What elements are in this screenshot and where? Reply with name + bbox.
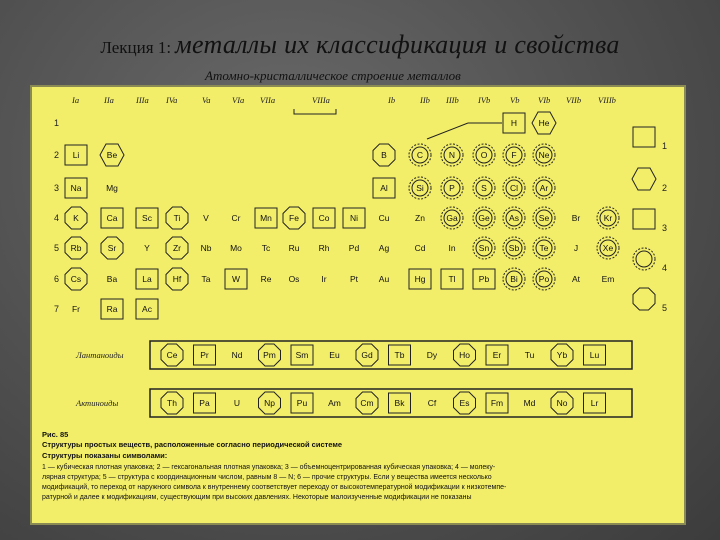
element-Tb [389,345,411,365]
element-symbol: Ti [173,213,181,223]
element-N [441,144,463,166]
period-label: 3 [54,183,60,193]
period-label: 4 [54,213,60,223]
element-symbol: S [481,183,487,193]
element-Pb [473,269,495,289]
element-symbol: Zn [415,213,425,223]
caption-line: 1 — кубическая плотная упаковка; 2 — гексагональная плотная упаковка; 3 — объемноцентрированная кубическая упаковка; 4 — молеку- [42,464,496,471]
element-symbol: Zr [172,243,182,253]
element-Cr [232,213,241,223]
element-No [551,392,573,414]
element-symbol: Xe [602,243,614,253]
element-Rb [65,237,87,259]
element-symbol: Ra [106,304,118,314]
element-Pd [349,243,360,253]
element-symbol: Hg [414,274,426,284]
element-Pa [194,393,216,413]
element-Eu [329,350,340,360]
element-symbol: Sm [295,350,309,360]
element-symbol: C [416,150,424,160]
element-symbol: Te [539,243,549,253]
element-Pu [291,393,313,413]
element-H [503,113,525,133]
caption-line: лярная структура; 5 — структура с координационным числом, равным 8 — N; 6 — прочие структуры. Если у вещества имеется несколько [42,474,492,481]
element-symbol: Pm [263,350,276,360]
lanthanide-row [75,341,632,369]
element-symbol: Po [538,274,550,284]
group-label: IVb [478,95,491,105]
group-label: IIIb [446,95,459,105]
group-label: VIa [232,95,245,105]
legend-number: 5 [662,303,668,313]
element-symbol: Fm [490,398,504,408]
series-label: Актиноиды [76,398,119,408]
element-symbol: Md [523,398,536,408]
element-Po [533,268,555,290]
structure-legend [632,127,667,313]
periodic-table-figure [30,85,686,525]
element-symbol: Cr [231,213,241,223]
element-symbol: Cf [427,398,437,408]
element-symbol: Os [288,274,300,284]
element-Sm [291,345,313,365]
element-Lr [584,393,606,413]
element-Cd [415,243,426,253]
group-label: VIb [538,95,551,105]
element-Lu [584,345,606,365]
element-symbol: Ho [459,350,470,360]
group-label: IIb [420,95,430,105]
group-label: Vb [510,95,520,105]
element-P [441,177,463,199]
legend-number: 4 [662,263,668,273]
element-symbol: Bi [510,274,518,284]
element-J [574,243,578,253]
element-Pm [259,344,281,366]
element-Li [65,145,87,165]
element-symbol: Au [378,274,390,284]
element-Re [261,274,272,284]
element-Ni [343,208,365,228]
period-label: 7 [54,304,60,314]
period-label: 5 [54,243,60,253]
period-label: 1 [54,118,60,128]
element-La [136,269,158,289]
legend-item [633,127,667,151]
element-Te [533,237,555,259]
element-symbol: La [142,274,152,284]
element-symbol: Cm [360,398,374,408]
octagonal-marker [633,288,655,310]
group-label: IVa [166,95,178,105]
separator-line [427,123,468,139]
element-symbol: Fr [71,304,81,314]
element-V [203,213,209,223]
element-B [373,144,395,166]
element-Nb [201,243,212,253]
element-Zr [166,237,188,259]
element-Sc [136,208,158,228]
element-As [503,207,525,229]
element-U [234,398,240,408]
caption-line: ратурной и далее к модификациям, существующим при высоких давлениях. Некоторые малоизученные модификации не показаны [42,494,472,501]
element-symbol: Tu [524,350,535,360]
cubic-marker [633,127,655,147]
element-symbol: Be [106,150,118,160]
element-symbol: Cl [509,183,519,193]
element-symbol: Sc [142,213,152,223]
element-Fe [283,207,305,229]
element-symbol: F [511,150,517,160]
element-In [448,243,455,253]
molecular-inner-marker [636,251,652,267]
element-S [473,177,495,199]
element-Mo [230,243,242,253]
element-symbol: Rh [318,243,330,253]
element-Se [533,207,555,229]
element-symbol: At [571,274,581,284]
element-Sb [503,237,525,259]
element-symbol: Si [416,183,424,193]
element-symbol: Rb [70,243,82,253]
element-symbol: Re [260,274,272,284]
element-symbol: Co [318,213,330,223]
group-label: Ib [388,95,396,105]
element-Hg [409,269,431,289]
element-Mg [106,183,118,193]
group-label: VIIIa [312,95,330,105]
element-Tl [441,269,463,289]
element-Th [161,392,183,414]
element-symbol: In [448,243,456,253]
element-symbol: Li [72,150,80,160]
element-Ta [202,274,211,284]
element-symbol: Pa [199,398,210,408]
element-symbol: Tb [394,350,405,360]
element-Ho [454,344,476,366]
element-symbol: J [573,243,579,253]
element-symbol: Bk [394,398,405,408]
element-Kr [597,207,619,229]
element-symbol: Ga [446,213,458,223]
element-symbol: Mn [260,213,272,223]
element-O [473,144,495,166]
group-label: Ia [72,95,80,105]
element-F [503,144,525,166]
element-symbol: Ni [349,213,359,223]
group-label: VIIIb [598,95,616,105]
element-symbol: As [509,213,519,223]
element-symbol: Ge [478,213,490,223]
element-Am [328,398,341,408]
element-symbol: Mo [230,243,242,253]
element-symbol: W [231,274,241,284]
element-Ca [101,208,123,228]
element-Ti [166,207,188,229]
element-symbol: Sr [107,243,117,253]
element-Sn [473,237,495,259]
slide-title [0,30,720,60]
element-Gd [356,344,378,366]
element-symbol: No [556,398,568,408]
element-Ne [533,144,555,166]
element-symbol: Th [167,398,177,408]
element-Tc [262,243,271,253]
legend-number: 2 [662,183,668,193]
element-Hf [166,268,188,290]
group-label: IIIa [136,95,149,105]
slide-subtitle: Атомно-кристаллическое строение металлов [205,68,461,83]
caption-line: модификаций, то переход от наружного символа к внутреннему соответствует переходу от высокотемпературной модификации к низкотемпе- [42,484,507,491]
element-Rh [319,243,330,253]
element-Er [486,345,508,365]
element-Na [65,178,87,198]
element-symbol: V [203,213,209,223]
legend-item [632,168,667,193]
element-symbol: Sn [478,243,490,253]
element-He [532,112,556,134]
element-Pr [194,345,216,365]
element-symbol: B [381,150,387,160]
element-Xe [597,237,619,259]
group-headers [71,95,616,114]
element-symbol: Y [144,243,150,253]
element-symbol: Na [70,183,82,193]
element-Cu [379,213,390,223]
element-Fm [486,393,508,413]
cubic-marker [633,209,655,229]
period-label: 6 [54,274,60,284]
element-symbol: Kr [603,213,613,223]
element-symbol: Em [601,274,615,284]
element-symbol: P [449,183,455,193]
element-Ir [321,274,326,284]
element-Em [602,274,615,284]
element-symbol: Pr [200,350,209,360]
element-symbol: Nb [200,243,212,253]
element-symbol: H [510,118,518,128]
element-Zn [415,213,425,223]
element-symbol: Pd [348,243,360,253]
element-Al [373,178,395,198]
caption-figure-number: Рис. 85 [42,430,69,439]
element-symbol: Ne [538,150,550,160]
element-Md [524,398,536,408]
element-symbol: Lr [590,398,599,408]
element-symbol: Yb [556,350,568,360]
element-symbol: Ag [378,243,390,253]
element-Yb [551,344,573,366]
element-Pt [350,274,359,284]
series-label: Лантаноиды [76,350,124,360]
element-symbol: Lu [589,350,600,360]
element-symbol: Ru [288,243,300,253]
period-label: 2 [54,150,60,160]
element-symbol: Gd [361,350,373,360]
element-symbol: Cu [378,213,390,223]
element-symbol: Ca [106,213,118,223]
element-symbol: Es [459,398,470,408]
element-Bi [503,268,525,290]
legend-number: 3 [662,223,668,233]
element-symbol: Cd [414,243,426,253]
element-symbol: Ta [201,274,211,284]
element-Np [259,392,281,414]
group-label: VIIa [260,95,276,105]
figure-caption [42,430,507,501]
element-symbol: Pb [478,274,490,284]
element-Mn [255,208,277,228]
element-symbol: Mg [106,183,118,193]
element-Si [409,177,431,199]
element-Ge [473,207,495,229]
group-label: IIa [104,95,114,105]
element-symbol: Fe [289,213,299,223]
element-symbol: Ce [166,350,178,360]
element-symbol: Am [328,398,341,408]
element-Cm [356,392,378,414]
element-Es [454,392,476,414]
element-symbol: Dy [426,350,438,360]
lecture-label: Лекция 1: [100,38,172,57]
element-Co [313,208,335,228]
element-symbol: Np [264,398,275,408]
element-Ac [136,299,158,319]
element-symbol: Br [571,213,581,223]
element-Ar [533,177,555,199]
element-cells [65,112,619,319]
element-Os [289,274,300,284]
element-symbol: Tc [261,243,271,253]
element-symbol: He [538,118,550,128]
legend-item [633,248,667,273]
element-Dy [427,350,438,360]
legend-item [633,209,667,233]
element-symbol: Er [492,350,502,360]
lecture-title: металлы их классификация и свойства [175,30,620,59]
element-symbol: Pu [296,398,308,408]
element-Ru [289,243,300,253]
element-symbol: Cs [70,274,82,284]
element-At [572,274,581,284]
element-symbol: Pt [349,274,359,284]
element-Nd [232,350,243,360]
caption-intro: Структуры показаны символами: [42,451,168,460]
element-Y [144,243,150,253]
element-symbol: Nd [231,350,243,360]
legend-number: 1 [662,141,668,151]
actinide-row [75,389,632,417]
element-C [409,144,431,166]
element-symbol: Sb [508,243,520,253]
element-symbol: U [233,398,241,408]
element-Sr [101,237,123,259]
element-symbol: O [480,150,488,160]
element-symbol: Ac [142,304,152,314]
legend-item [633,288,667,313]
element-Cl [503,177,525,199]
group-bracket [294,109,336,114]
element-Br [572,213,581,223]
element-Bk [389,393,411,413]
element-symbol: Al [380,183,388,193]
group-label: VIIb [566,95,582,105]
element-Cf [428,398,437,408]
element-symbol: Se [538,213,550,223]
element-Fr [72,304,80,314]
element-Ba [107,274,118,284]
element-symbol: Ir [321,274,327,284]
element-Au [379,274,390,284]
hexagonal-marker [632,168,656,190]
caption-title: Структуры простых веществ, расположенные согласно периодической системе [42,440,343,449]
element-Ga [441,207,463,229]
element-symbol: Tl [448,274,456,284]
element-W [225,269,247,289]
element-Ra [101,299,123,319]
group-label: Va [202,95,211,105]
periodic-table-svg [32,87,684,523]
element-symbol: K [73,213,79,223]
element-Cs [65,268,87,290]
element-symbol: Ar [539,183,549,193]
element-K [65,207,87,229]
element-symbol: Ba [106,274,118,284]
element-Ag [379,243,390,253]
period-labels [54,118,59,314]
element-Be [100,144,124,166]
element-Ce [161,344,183,366]
element-Tu [525,350,535,360]
element-symbol: N [448,150,456,160]
element-symbol: Hf [172,274,182,284]
element-symbol: Eu [329,350,340,360]
